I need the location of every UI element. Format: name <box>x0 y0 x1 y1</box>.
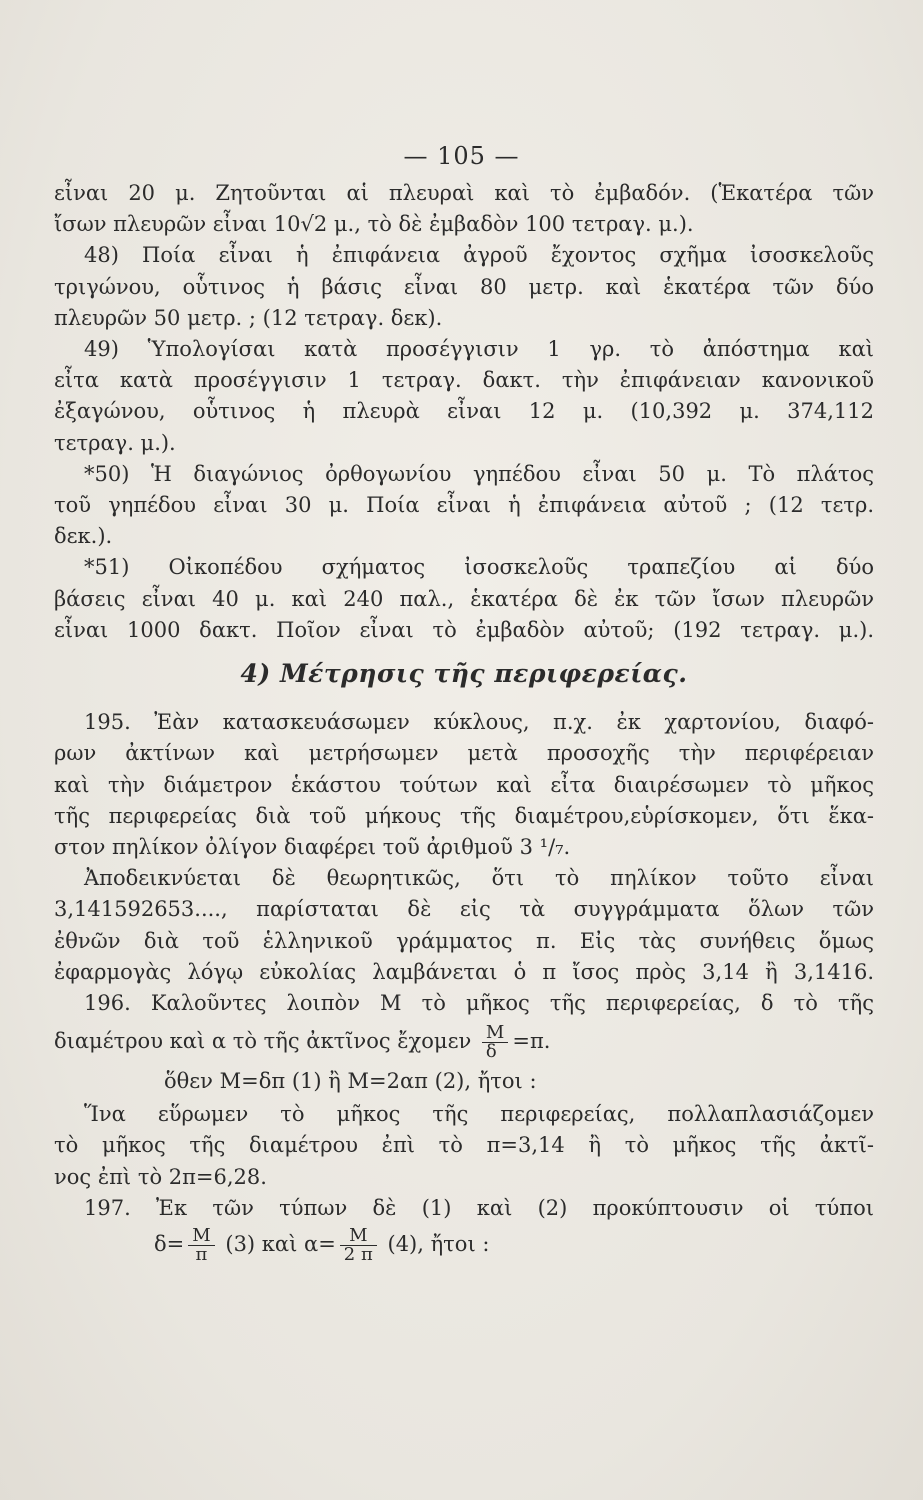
text-line: 48) Ποία εἶναι ἡ ἐπιφάνεια ἀγροῦ ἔχοντος σχῆμα ἰσοσκελοῦς <box>84 243 874 268</box>
text-line: τριγώνου, οὗτινος ἡ βάσις εἶναι 80 μετρ. καὶ ἑκατέρα τῶν δύο <box>54 274 874 299</box>
text-line: *50) Ἡ διαγώνιος ὀρθογωνίου γηπέδου εἶναι 50 μ. Τὸ πλάτος <box>84 461 874 486</box>
fraction-numerator: Μ <box>482 1024 508 1043</box>
fraction-denominator: δ <box>485 1041 497 1063</box>
fraction <box>482 1024 508 1061</box>
text-segment: δ= <box>154 1232 185 1257</box>
page-text <box>54 178 874 1264</box>
text-line: Ἵνα εὕρωμεν τὸ μῆκος τῆς περιφερείας, πολλαπλασιάζομεν <box>84 1102 874 1127</box>
text-segment: διαμέτρου καὶ α τὸ τῆς ἀκτῖνος ἔχομεν <box>54 1029 472 1054</box>
text-line: ρων ἀκτίνων καὶ μετρήσωμεν μετὰ προσοχῆς τὴν περιφέρειαν <box>54 741 874 766</box>
text-line: πλευρῶν 50 μετρ. ; (12 τετραγ. δεκ). <box>54 305 443 330</box>
text-line: δεκ.). <box>54 524 113 549</box>
text-line: εἶτα κατὰ προσέγγισιν 1 τετραγ. δακτ. τὴν ἐπιφάνειαν κανονικοῦ <box>54 368 874 393</box>
formula-line <box>54 1224 874 1264</box>
page-number: — 105 — <box>403 142 520 170</box>
fraction-numerator: Μ <box>340 1227 377 1246</box>
text-line: εἶναι 20 μ. Ζητοῦνται αἱ πλευραὶ καὶ τὸ ἐμβαδόν. (Ἑκατέρα τῶν <box>54 181 874 205</box>
text-line: 197. Ἐκ τῶν τύπων δὲ (1) καὶ (2) προκύπτουσιν οἱ τύποι <box>84 1195 874 1220</box>
text-line: 195. Ἐὰν κατασκευάσωμεν κύκλους, π.χ. ἐκ χαρτονίου, διαφό- <box>84 710 874 735</box>
text-line: ἐφαρμογὰς λόγῳ εὐκολίας λαμβάνεται ὁ π ἴσος πρὸς 3,14 ἢ 3,1416. <box>54 959 874 984</box>
text-line: 196. Καλοῦντες λοιπὸν Μ τὸ μῆκος τῆς περιφερείας, δ τὸ τῆς <box>84 991 874 1016</box>
text-line: τοῦ γηπέδου εἶναι 30 μ. Ποία εἶναι ἡ ἐπιφάνεια αὐτοῦ ; (12 τετρ. <box>54 493 874 518</box>
text-line: νος ἐπὶ τὸ 2π=6,28. <box>54 1164 267 1189</box>
text-line: καὶ τὴν διάμετρον ἑκάστου τούτων καὶ εἶτα διαιρέσωμεν τὸ μῆκος <box>54 772 874 797</box>
fraction-denominator: π <box>195 1244 208 1266</box>
fraction-numerator: Μ <box>188 1227 214 1246</box>
text-line: τὸ μῆκος τῆς διαμέτρου ἐπὶ τὸ π=3,14 ἢ τὸ μῆκος τῆς ἀκτῖ- <box>54 1133 874 1158</box>
text-line: τῆς περιφερείας διὰ τοῦ μήκους τῆς διαμέτρου,εὑρίσκομεν, ὅτι ἕκα- <box>54 803 874 828</box>
text-line: τετραγ. μ.). <box>54 430 176 455</box>
text-line: ἐθνῶν διὰ τοῦ ἑλληνικοῦ γράμματος π. Εἰς τὰς συνήθεις ὅμως <box>54 928 874 953</box>
formula-line: ὅθεν Μ=δπ (1) ἢ Μ=2απ (2), ἤτοι : <box>164 1069 537 1094</box>
text-line-with-fraction <box>54 1019 874 1063</box>
text-line: 3,141592653...., παρίσταται δὲ εἰς τὰ συγγράμματα ὅλων τῶν <box>54 897 874 922</box>
text-segment: (3) καὶ α= <box>225 1232 336 1257</box>
fraction <box>188 1227 214 1264</box>
text-line: βάσεις εἶναι 40 μ. καὶ 240 παλ., ἑκατέρα δὲ ἐκ τῶν ἴσων πλευρῶν <box>54 586 874 611</box>
text-line: *51) Οἰκοπέδου σχήματος ἰσοσκελοῦς τραπεζίου αἱ δύο <box>84 555 874 580</box>
fraction <box>340 1227 377 1264</box>
text-line: ἐξαγώνου, οὗτινος ἡ πλευρὰ εἶναι 12 μ. (10,392 μ. 374,112 <box>54 399 874 424</box>
section-heading: 4) Μέτρησις τῆς περιφερείας. <box>240 659 688 689</box>
text-line: εἶναι 1000 δακτ. Ποῖον εἶναι τὸ ἐμβαδὸν αὐτοῦ; (192 τετραγ. μ.). <box>54 617 874 642</box>
text-line: ἴσων πλευρῶν εἶναι 10√2 μ., τὸ δὲ ἐμβαδὸν 100 τετραγ. μ.). <box>54 212 694 237</box>
text-line: Ἀποδεικνύεται δὲ θεωρητικῶς, ὅτι τὸ πηλίκον τοῦτο εἶναι <box>84 866 874 891</box>
text-segment: (4), ἤτοι : <box>387 1232 490 1257</box>
text-line: 49) Ὑπολογίσαι κατὰ προσέγγισιν 1 γρ. τὸ ἀπόστημα καὶ <box>84 337 874 362</box>
text-segment: =π. <box>512 1029 551 1054</box>
text-line: στον πηλίκον ὀλίγον διαφέρει τοῦ ἀριθμοῦ 3 ¹/₇. <box>54 835 571 860</box>
fraction-denominator: 2 π <box>343 1244 373 1266</box>
